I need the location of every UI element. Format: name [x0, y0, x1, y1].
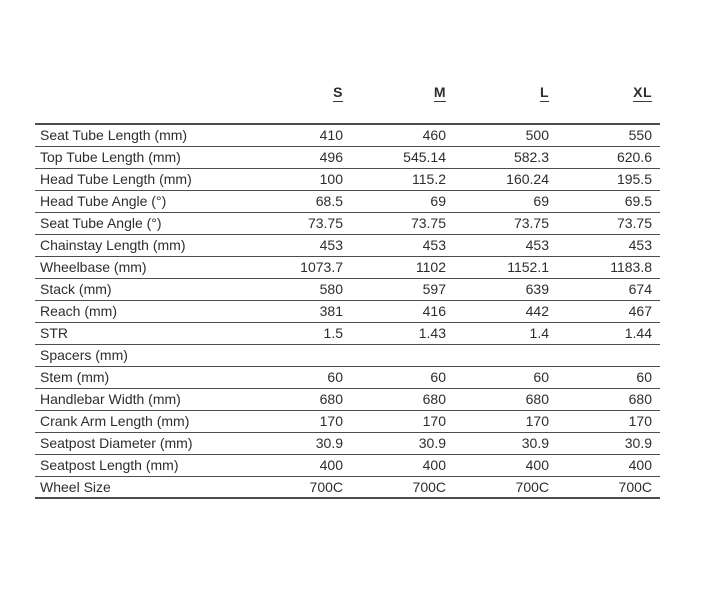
spec-value: 1183.8 [610, 259, 652, 275]
spec-value: 1.43 [418, 325, 446, 341]
spec-value: 400 [628, 457, 652, 473]
spec-label: Handlebar Width (mm) [40, 391, 181, 407]
spec-value: 700C [309, 478, 343, 495]
spec-value: 442 [525, 303, 549, 319]
spec-value: 400 [319, 457, 343, 473]
size-column-header-s [248, 84, 351, 124]
spec-label: Crank Arm Length (mm) [40, 413, 190, 429]
spec-label: Stem (mm) [40, 369, 110, 385]
table-row-head-tube-angle [35, 190, 660, 212]
spec-value: 453 [422, 237, 446, 253]
size-column-header-m [351, 84, 454, 124]
spec-value: 1073.7 [300, 259, 343, 275]
table-row-str [35, 322, 660, 344]
spec-value: 674 [628, 281, 652, 297]
spec-value: 73.75 [616, 215, 652, 231]
spec-value: 381 [319, 303, 343, 319]
spec-value: 700C [515, 478, 549, 495]
spec-value: 68.5 [315, 193, 343, 209]
table-row-stem [35, 366, 660, 388]
spec-label: Spacers (mm) [40, 347, 128, 363]
table-row-spacers [35, 344, 660, 366]
table-row-head-tube-length [35, 168, 660, 190]
table-row-seat-tube-angle [35, 212, 660, 234]
spec-value: 700C [618, 478, 652, 495]
table-row-reach [35, 300, 660, 322]
table-row-seat-tube-length [35, 124, 660, 146]
size-column-header-xl [557, 84, 660, 124]
spec-value: 410 [319, 127, 343, 144]
size-label-s: S [333, 84, 343, 100]
spec-label: Wheel Size [40, 478, 111, 495]
table-row-wheelbase [35, 256, 660, 278]
table-row-top-tube-length [35, 146, 660, 168]
spec-value: 680 [319, 391, 343, 407]
spec-value: 170 [525, 413, 549, 429]
spec-value: 680 [628, 391, 652, 407]
spec-value: 620.6 [616, 149, 652, 165]
spec-value: 195.5 [616, 171, 652, 187]
spec-value: 69.5 [624, 193, 652, 209]
size-column-header-l [454, 84, 557, 124]
spec-value: 60 [327, 369, 343, 385]
spec-value: 467 [628, 303, 652, 319]
spec-value: 73.75 [410, 215, 446, 231]
spec-label: Head Tube Length (mm) [40, 171, 192, 187]
spec-value: 639 [525, 281, 549, 297]
spec-value: 60 [430, 369, 446, 385]
spec-value: 170 [628, 413, 652, 429]
table-row-chainstay-length [35, 234, 660, 256]
table-row-seatpost-length [35, 454, 660, 476]
spec-value: 1.4 [529, 325, 549, 341]
spec-value [351, 344, 454, 366]
spec-label: Reach (mm) [40, 303, 118, 319]
spec-value: 453 [525, 237, 549, 253]
spec-label: Seatpost Length (mm) [40, 457, 179, 473]
spec-value: 1.5 [323, 325, 343, 341]
spec-value: 30.9 [624, 435, 652, 451]
spec-value: 453 [319, 237, 343, 253]
spec-value [557, 344, 660, 366]
spec-value: 416 [422, 303, 446, 319]
spec-value: 73.75 [513, 215, 549, 231]
spec-value: 550 [628, 127, 652, 144]
header-spacer [35, 84, 248, 124]
table-row-wheel-size [35, 476, 660, 498]
spec-value: 453 [628, 237, 652, 253]
spec-label: Stack (mm) [40, 281, 112, 297]
spec-value [454, 344, 557, 366]
table-row-crank-arm-length [35, 410, 660, 432]
spec-value: 1152.1 [507, 259, 549, 275]
spec-value: 680 [525, 391, 549, 407]
spec-value: 30.9 [315, 435, 343, 451]
spec-label: Head Tube Angle (°) [40, 193, 167, 209]
spec-value: 582.3 [513, 149, 549, 165]
spec-value: 500 [525, 127, 549, 144]
spec-value: 30.9 [521, 435, 549, 451]
geometry-table [35, 84, 660, 499]
spec-label: Wheelbase (mm) [40, 259, 147, 275]
spec-value: 700C [412, 478, 446, 495]
spec-value: 30.9 [418, 435, 446, 451]
spec-value: 400 [525, 457, 549, 473]
spec-value: 496 [319, 149, 343, 165]
size-label-xl: XL [633, 84, 652, 100]
spec-label: Seatpost Diameter (mm) [40, 435, 193, 451]
spec-value: 100 [319, 171, 343, 187]
spec-label: Seat Tube Angle (°) [40, 215, 162, 231]
spec-value: 170 [422, 413, 446, 429]
spec-value: 160.24 [506, 171, 549, 187]
spec-label: Chainstay Length (mm) [40, 237, 186, 253]
spec-label: Seat Tube Length (mm) [40, 127, 188, 144]
spec-value: 69 [430, 193, 446, 209]
spec-value: 580 [319, 281, 343, 297]
spec-value: 170 [319, 413, 343, 429]
spec-value: 69 [533, 193, 549, 209]
size-header-row [35, 84, 660, 124]
size-label-m: M [433, 84, 446, 100]
size-label-l: L [539, 84, 549, 100]
spec-value: 115.2 [412, 171, 446, 187]
spec-label: STR [40, 325, 68, 341]
spec-value: 1102 [415, 259, 446, 275]
spec-value: 680 [422, 391, 446, 407]
spec-value: 400 [422, 457, 446, 473]
spec-label: Top Tube Length (mm) [40, 149, 181, 165]
spec-value [248, 344, 351, 366]
spec-value: 60 [636, 369, 652, 385]
spec-value: 545.14 [403, 149, 446, 165]
spec-value: 60 [533, 369, 549, 385]
spec-value: 597 [422, 281, 446, 297]
table-row-handlebar-width [35, 388, 660, 410]
spec-value: 1.44 [624, 325, 652, 341]
spec-value: 460 [422, 127, 446, 144]
table-row-seatpost-diameter [35, 432, 660, 454]
spec-value: 73.75 [307, 215, 343, 231]
table-row-stack [35, 278, 660, 300]
